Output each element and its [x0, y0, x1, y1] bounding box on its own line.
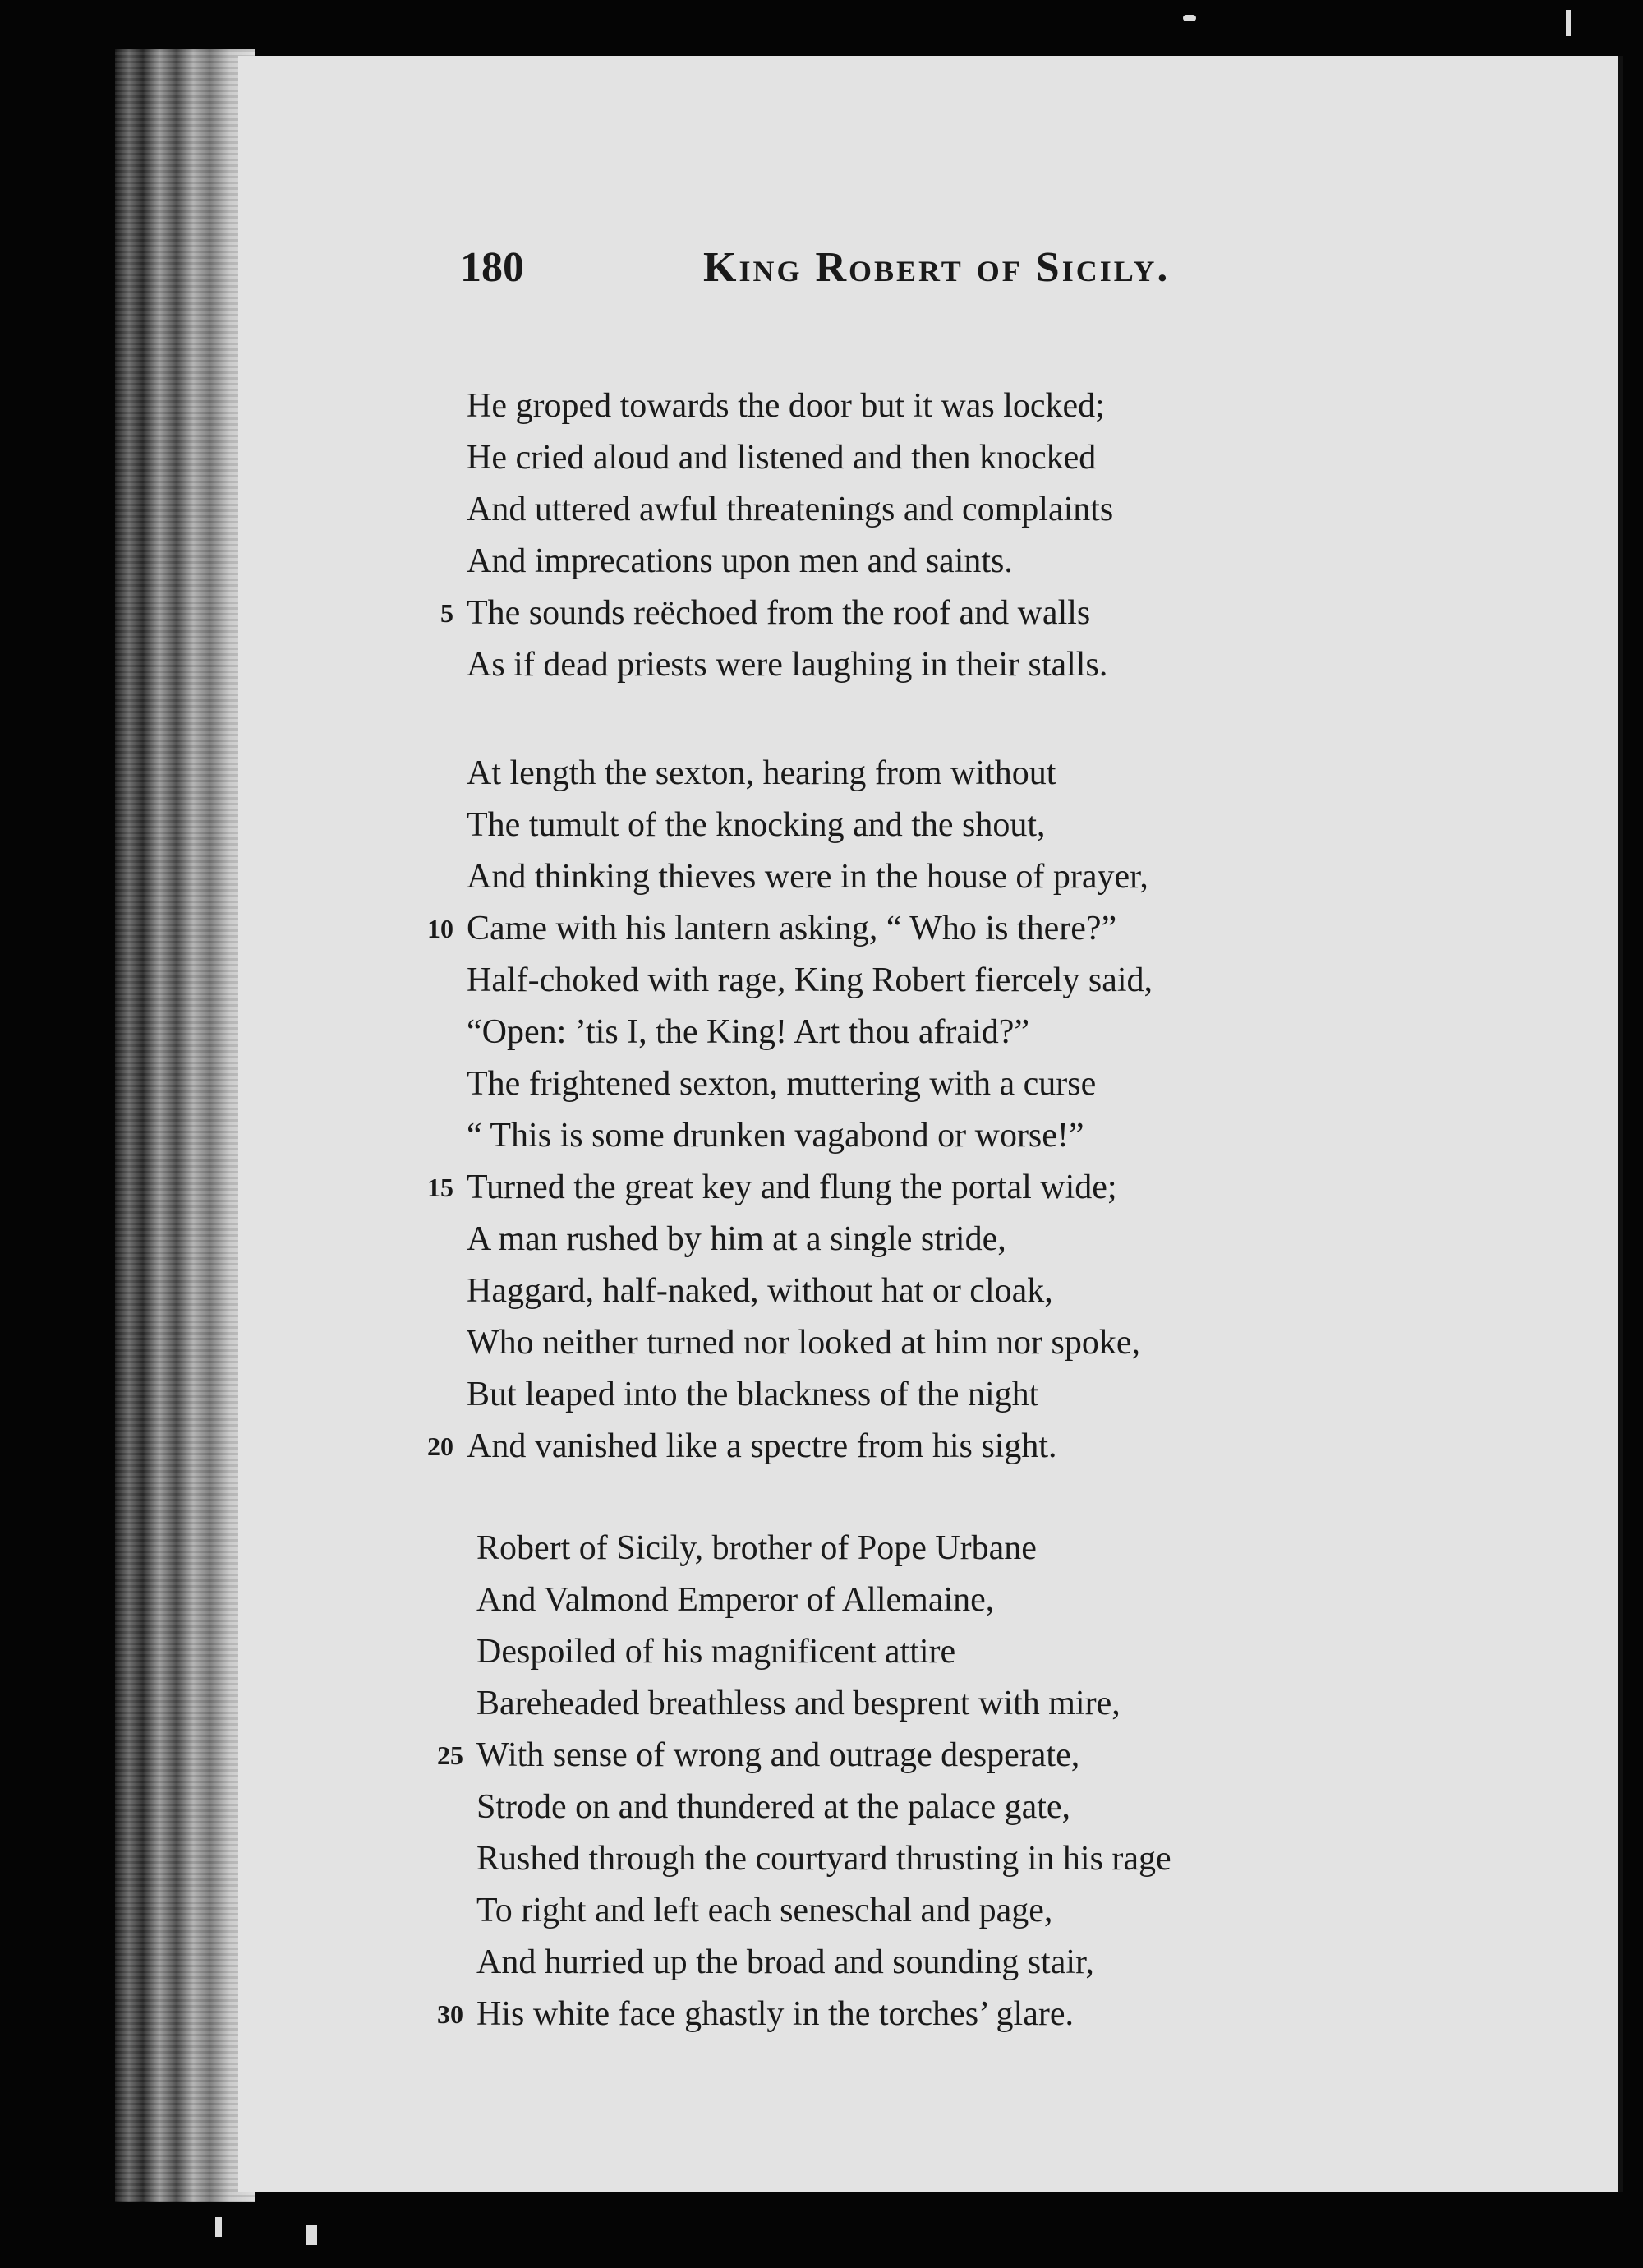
line-text: The sounds reëchoed from the roof and walls — [467, 594, 1091, 632]
verse-line — [403, 1523, 1470, 1574]
line-text: “Open: ’tis I, the King! Art thou afraid?” — [467, 1013, 1030, 1051]
verse-line — [403, 1162, 1470, 1214]
verse-line — [403, 1317, 1470, 1369]
verse-line — [403, 639, 1470, 691]
line-number: 25 — [437, 1740, 463, 1770]
verse-line — [403, 903, 1470, 955]
line-number: 15 — [427, 1173, 453, 1202]
line-text: “ This is some drunken vagabond or worse!” — [467, 1117, 1084, 1155]
verse-line — [403, 1626, 1470, 1678]
line-text: Despoiled of his magnificent attire — [476, 1633, 956, 1671]
verse-line — [403, 1833, 1470, 1885]
stanza — [403, 1523, 1470, 2040]
line-number: 5 — [440, 598, 453, 628]
line-text: Turned the great key and flung the portal wide; — [467, 1169, 1117, 1206]
scan-artifact — [306, 2225, 317, 2245]
line-text: And thinking thieves were in the house of prayer, — [467, 858, 1148, 896]
verse-line — [403, 1058, 1470, 1110]
running-title: King Robert of Sicily. — [703, 244, 1171, 291]
stanza — [403, 380, 1470, 691]
verse-line — [403, 1574, 1470, 1626]
page-number: 180 — [460, 244, 524, 291]
verse-line — [403, 1782, 1470, 1833]
verse-line — [403, 1989, 1470, 2040]
line-text: And hurried up the broad and sounding stair, — [476, 1943, 1094, 1981]
line-text: To right and left each seneschal and page, — [476, 1892, 1053, 1929]
line-text: And uttered awful threatenings and complaints — [467, 491, 1114, 528]
line-number: 20 — [427, 1431, 453, 1461]
running-head — [460, 243, 1429, 309]
line-text: Robert of Sicily, brother of Pope Urbane — [476, 1529, 1037, 1567]
verse-line — [403, 955, 1470, 1007]
scan-artifact — [1183, 15, 1196, 21]
line-text: He cried aloud and listened and then knocked — [467, 439, 1097, 477]
line-text: Who neither turned nor looked at him nor spoke, — [467, 1324, 1140, 1362]
line-text: A man rushed by him at a single stride, — [467, 1220, 1006, 1258]
line-text: His white face ghastly in the torches’ glare. — [476, 1995, 1074, 2033]
line-text: As if dead priests were laughing in their stalls. — [467, 646, 1108, 684]
line-text: Haggard, half-naked, without hat or cloak, — [467, 1272, 1053, 1310]
verse-line — [403, 1007, 1470, 1058]
line-text: Bareheaded breathless and besprent with mire, — [476, 1685, 1121, 1722]
verse-line — [403, 800, 1470, 851]
stanza — [403, 748, 1470, 1473]
book-page — [238, 56, 1623, 2192]
verse-line — [403, 432, 1470, 484]
line-text: And Valmond Emperor of Allemaine, — [476, 1581, 995, 1619]
line-text: He groped towards the door but it was locked; — [467, 387, 1105, 425]
verse-line — [403, 851, 1470, 903]
line-text: Strode on and thundered at the palace gate, — [476, 1788, 1071, 1826]
verse-line — [403, 536, 1470, 588]
line-number: 30 — [437, 1999, 463, 2029]
verse-line — [403, 1678, 1470, 1730]
verse-line — [403, 1369, 1470, 1421]
verse-line — [403, 1885, 1470, 1937]
scan-artifact — [1566, 10, 1571, 36]
verse-line — [403, 1937, 1470, 1989]
line-text: Came with his lantern asking, “ Who is there?” — [467, 910, 1117, 947]
verse-line — [403, 1110, 1470, 1162]
verse-line — [403, 484, 1470, 536]
line-text: The tumult of the knocking and the shout, — [467, 806, 1046, 844]
verse-line — [403, 1214, 1470, 1265]
line-text: But leaped into the blackness of the night — [467, 1376, 1039, 1413]
line-text: And vanished like a spectre from his sight. — [467, 1427, 1057, 1465]
line-number: 10 — [427, 914, 453, 943]
line-text: The frightened sexton, muttering with a curse — [467, 1065, 1097, 1103]
verse-line — [403, 748, 1470, 800]
page-content — [238, 56, 1618, 2192]
line-text: At length the sexton, hearing from without — [467, 754, 1056, 792]
line-text: Half-choked with rage, King Robert fiercely said, — [467, 961, 1153, 999]
verse-line — [403, 1265, 1470, 1317]
line-text: Rushed through the courtyard thrusting in his rage — [476, 1840, 1171, 1878]
line-text: And imprecations upon men and saints. — [467, 542, 1013, 580]
verse-line — [403, 1730, 1470, 1782]
scan-artifact — [215, 2217, 222, 2237]
line-text: With sense of wrong and outrage desperate, — [476, 1736, 1080, 1774]
verse-line — [403, 1421, 1470, 1473]
verse-line — [403, 380, 1470, 432]
book-page-edges — [115, 49, 255, 2202]
verse-line — [403, 588, 1470, 639]
